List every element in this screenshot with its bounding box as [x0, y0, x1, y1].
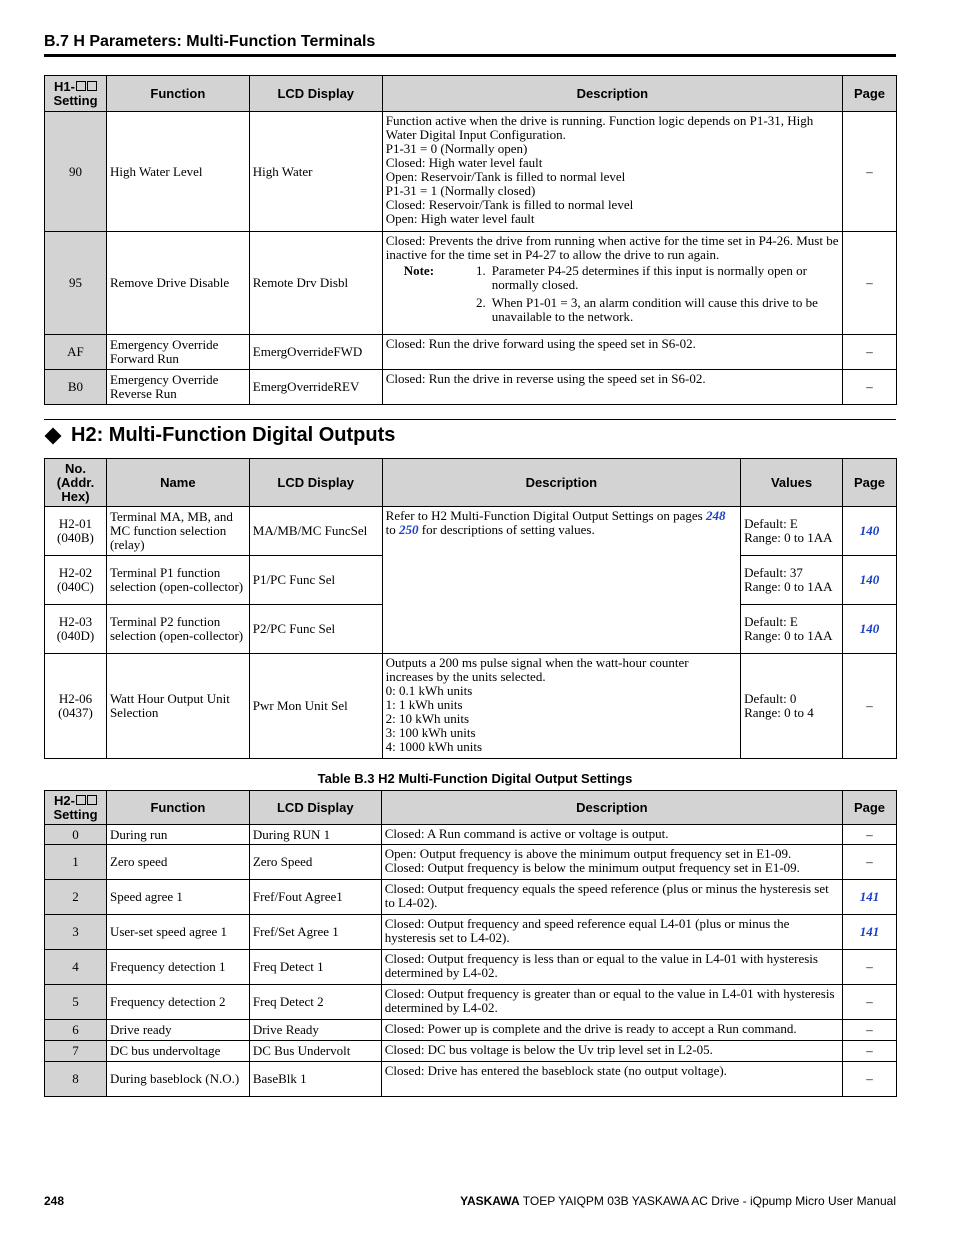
lcd-display-cell: Zero Speed	[249, 845, 381, 880]
parameter-number-cell	[45, 605, 107, 654]
table-row	[45, 1020, 897, 1041]
h2-setting-header: H2- Setting	[45, 791, 107, 825]
description-cell	[381, 845, 842, 880]
note-block	[386, 264, 839, 328]
page-header: Page	[843, 791, 897, 825]
default-value: Default: E	[744, 516, 798, 531]
lcd-display-cell: Fref/Fout Agree1	[249, 880, 381, 915]
description-line: Open: Output frequency is above the minimum output frequency set in E1-09.	[384, 846, 792, 861]
function-cell: DC bus undervoltage	[106, 1041, 249, 1062]
table-row	[45, 232, 897, 335]
function-header: Function	[106, 791, 249, 825]
lcd-display-cell: MA/MB/MC FuncSel	[249, 507, 382, 556]
footer-page-number: 248	[44, 1194, 65, 1208]
setting-cell: 3	[45, 915, 107, 950]
default-value: Default: 37	[744, 565, 803, 580]
shared-description-cell	[382, 507, 740, 654]
description-line: Closed: Run the drive forward using the speed set in S6-02.	[385, 336, 696, 351]
lcd-display-cell: Fref/Set Agree 1	[249, 915, 381, 950]
default-value: Default: 0	[744, 691, 797, 706]
description-cell	[381, 985, 842, 1020]
description-line: Closed: Output frequency is below the minimum output frequency set in E1-09.	[384, 860, 800, 875]
note-number: 2.	[475, 295, 486, 310]
function-cell: During run	[106, 825, 249, 845]
function-cell: Zero speed	[106, 845, 249, 880]
note-text: When P1-01 = 3, an alarm condition will cause this drive to be unavailable to the network.	[491, 295, 818, 324]
page-text: –	[866, 854, 873, 869]
lcd-display-cell: Remote Drv Disbl	[249, 232, 382, 335]
description-line: 0: 0.1 kWh units	[385, 683, 473, 698]
table-row	[45, 1062, 897, 1097]
function-cell: Drive ready	[106, 1020, 249, 1041]
parameter-address: (040D)	[56, 628, 95, 643]
h1-settings-table	[44, 75, 897, 405]
page-link[interactable]: 141	[859, 924, 880, 939]
table-row	[45, 1041, 897, 1062]
description-line: Closed: Drive has entered the baseblock state (no output voltage).	[384, 1063, 727, 1078]
description-line: Closed: Output frequency is greater than or equal to the value in L4-01 with hysteresis determined by L4-02.	[384, 986, 835, 1015]
setting-cell: 0	[45, 825, 107, 845]
parameter-number: H2-06	[58, 691, 93, 706]
description-cell	[381, 1041, 842, 1062]
setting-cell: B0	[45, 370, 107, 405]
lcd-display-cell: Pwr Mon Unit Sel	[249, 654, 382, 759]
table-row	[45, 950, 897, 985]
description-line: Outputs a 200 ms pulse signal when the watt-hour counter increases by the units selected.	[385, 655, 689, 684]
page-text: –	[866, 959, 873, 974]
note-item	[464, 296, 839, 324]
setting-cell: 4	[45, 950, 107, 985]
page-text: –	[866, 826, 873, 842]
page-cell	[842, 654, 896, 759]
function-cell: User-set speed agree 1	[106, 915, 249, 950]
parameter-number: H2-02	[58, 565, 93, 580]
description-cell	[382, 370, 842, 405]
description-cell	[382, 654, 740, 759]
setting-cell: 6	[45, 1020, 107, 1041]
description-line: Closed: High water level fault	[385, 155, 543, 170]
page-text: –	[866, 994, 873, 1009]
description-line: Open: Reservoir/Tank is filled to normal level	[385, 169, 626, 184]
description-header: Description	[382, 459, 740, 507]
function-header: Function	[106, 76, 249, 112]
parameter-number-cell	[45, 654, 107, 759]
setting-cell: AF	[45, 335, 107, 370]
page-cell	[842, 507, 896, 556]
h2-section-title: H2: Multi-Function Digital Outputs	[71, 424, 396, 446]
lcd-display-cell: Freq Detect 1	[249, 950, 381, 985]
function-cell: Frequency detection 1	[106, 950, 249, 985]
h2-section-rule	[44, 419, 896, 420]
description-line: 4: 1000 kWh units	[385, 739, 483, 754]
description-line: 1: 1 kWh units	[385, 697, 463, 712]
page-cell: –	[843, 370, 897, 405]
description-line: Closed: Prevents the drive from running when active for the time set in P4-26. Must be inactive for the time set in P4-27 to allow the drive to run again.	[385, 233, 839, 262]
description-text: Refer to H2 Multi-Function Digital Output Settings on pages	[385, 508, 706, 523]
note-number: 1.	[475, 263, 486, 278]
table-row	[45, 112, 897, 232]
setting-cell: 2	[45, 880, 107, 915]
page-link-248[interactable]: 248	[705, 508, 726, 523]
table-row	[45, 880, 897, 915]
table-row	[45, 915, 897, 950]
page-cell	[843, 1020, 897, 1041]
description-header: Description	[381, 791, 842, 825]
page-cell: –	[843, 335, 897, 370]
h1-setting-header: H1- Setting	[45, 76, 107, 112]
page-cell	[843, 985, 897, 1020]
page-header: Page	[842, 459, 896, 507]
description-cell	[382, 232, 842, 335]
name-cell: Terminal P1 function selection (open-collector)	[106, 556, 249, 605]
lcd-display-cell: EmergOverrideREV	[249, 370, 382, 405]
range-value: Range: 0 to 4	[744, 705, 814, 720]
lcd-display-cell: Freq Detect 2	[249, 985, 381, 1020]
note-item	[464, 264, 839, 292]
no-addr-header: No. (Addr. Hex)	[45, 459, 107, 507]
page-cell	[843, 845, 897, 880]
h2-settings-table	[44, 790, 897, 1097]
table-row	[45, 985, 897, 1020]
description-cell	[381, 915, 842, 950]
values-cell	[741, 654, 843, 759]
name-cell: Terminal P2 function selection (open-collector)	[106, 605, 249, 654]
setting-cell: 90	[45, 112, 107, 232]
description-cell	[381, 880, 842, 915]
parameter-number: H2-01	[58, 516, 93, 531]
values-cell	[741, 605, 843, 654]
values-cell	[741, 507, 843, 556]
range-value: Range: 0 to 1AA	[744, 628, 833, 643]
note-text: Parameter P4-25 determines if this input is normally open or normally closed.	[491, 263, 807, 292]
function-cell: Speed agree 1	[106, 880, 249, 915]
description-line: 2: 10 kWh units	[385, 711, 470, 726]
h2-parameters-table	[44, 458, 897, 759]
page-cell	[843, 880, 897, 915]
page-cell	[843, 825, 897, 845]
description-cell	[381, 825, 842, 845]
values-cell	[741, 556, 843, 605]
page-text: –	[866, 1043, 873, 1058]
description-text: to	[385, 522, 400, 537]
table-row	[45, 507, 897, 556]
section-title-rule	[44, 54, 896, 57]
table-row	[45, 654, 897, 759]
table-row	[45, 845, 897, 880]
parameter-number: H2-03	[58, 614, 93, 629]
description-line: Closed: Power up is complete and the drive is ready to accept a Run command.	[384, 1021, 797, 1036]
page-cell	[842, 556, 896, 605]
description-line: Closed: Reservoir/Tank is filled to normal level	[385, 197, 634, 212]
parameter-address: (0437)	[58, 705, 93, 720]
lcd-display-cell: DC Bus Undervolt	[249, 1041, 381, 1062]
function-cell: Remove Drive Disable	[106, 232, 249, 335]
default-value: Default: E	[744, 614, 798, 629]
page-cell: –	[843, 232, 897, 335]
parameter-address: (040B)	[57, 530, 94, 545]
name-cell: Terminal MA, MB, and MC function selection (relay)	[106, 507, 249, 556]
description-header: Description	[382, 76, 842, 112]
page-cell	[843, 950, 897, 985]
description-cell	[382, 112, 842, 232]
table-row	[45, 370, 897, 405]
setting-cell: 7	[45, 1041, 107, 1062]
description-line: Function active when the drive is running. Function logic depends on P1-31, High Water Digital Input Configuration.	[385, 113, 814, 142]
function-cell: Frequency detection 2	[106, 985, 249, 1020]
setting-cell: 1	[45, 845, 107, 880]
section-title: B.7 H Parameters: Multi-Function Terminals	[44, 33, 376, 50]
name-cell: Watt Hour Output Unit Selection	[106, 654, 249, 759]
function-cell: Emergency Override Forward Run	[106, 335, 249, 370]
lcd-display-cell: EmergOverrideFWD	[249, 335, 382, 370]
parameter-number-cell	[45, 556, 107, 605]
page-cell	[842, 605, 896, 654]
lcd-display-cell: P1/PC Func Sel	[249, 556, 382, 605]
h2-section-heading	[44, 424, 395, 447]
function-cell: High Water Level	[106, 112, 249, 232]
description-line: Closed: DC bus voltage is below the Uv trip level set in L2-05.	[384, 1042, 713, 1057]
description-line: Closed: Output frequency equals the speed reference (plus or minus the hysteresis set to L4-02).	[384, 881, 829, 910]
page-text: –	[866, 1071, 873, 1086]
setting-cell: 8	[45, 1062, 107, 1097]
page-link[interactable]: 140	[859, 572, 880, 587]
description-line: Open: High water level fault	[385, 211, 535, 226]
parameter-number-cell	[45, 507, 107, 556]
lcd-display-cell: High Water	[249, 112, 382, 232]
setting-cell: 95	[45, 232, 107, 335]
page-text: –	[866, 1022, 873, 1037]
table-caption: Table B.3 H2 Multi-Function Digital Output Settings	[317, 771, 633, 786]
description-line: 3: 100 kWh units	[385, 725, 476, 740]
values-header: Values	[741, 459, 843, 507]
page-link[interactable]: 141	[859, 889, 880, 904]
description-line: Closed: A Run command is active or voltage is output.	[384, 826, 669, 841]
description-line: Closed: Output frequency is less than or equal to the value in L4-01 with hysteresis determined by L4-02.	[384, 951, 818, 980]
function-cell: Emergency Override Reverse Run	[106, 370, 249, 405]
note-list	[464, 264, 839, 328]
description-cell	[381, 1062, 842, 1097]
description-text: for descriptions of setting values.	[418, 522, 595, 537]
page-link[interactable]: 140	[859, 621, 880, 636]
page-cell	[843, 1062, 897, 1097]
note-label: Note:	[403, 263, 435, 278]
description-cell	[382, 335, 842, 370]
setting-cell: 5	[45, 985, 107, 1020]
name-header: Name	[106, 459, 249, 507]
description-line: P1-31 = 0 (Normally open)	[385, 141, 528, 156]
lcd-display-cell: During RUN 1	[249, 825, 381, 845]
page-link[interactable]: 140	[859, 523, 880, 538]
table-row	[45, 825, 897, 845]
lcd-display-cell: Drive Ready	[249, 1020, 381, 1041]
description-line: P1-31 = 1 (Normally closed)	[385, 183, 536, 198]
parameter-address: (040C)	[57, 579, 94, 594]
page-header: Page	[843, 76, 897, 112]
range-value: Range: 0 to 1AA	[744, 530, 833, 545]
description-cell	[381, 950, 842, 985]
page-cell: –	[843, 112, 897, 232]
description-cell	[381, 1020, 842, 1041]
description-line: Closed: Output frequency and speed reference equal L4-01 (plus or minus the hysteresis set to L4-02).	[384, 916, 790, 945]
table-row	[45, 335, 897, 370]
lcd-display-header: LCD Display	[249, 76, 382, 112]
page-text: –	[866, 698, 873, 713]
lcd-display-header: LCD Display	[249, 459, 382, 507]
lcd-display-header: LCD Display	[249, 791, 381, 825]
description-line: Closed: Run the drive in reverse using the speed set in S6-02.	[385, 371, 706, 386]
footer-manual-title: YASKAWA TOEP YAIQPM 03B YASKAWA AC Drive - iQpump Micro User Manual	[460, 1194, 896, 1208]
lcd-display-cell: P2/PC Func Sel	[249, 605, 382, 654]
function-cell: During baseblock (N.O.)	[106, 1062, 249, 1097]
lcd-display-cell: BaseBlk 1	[249, 1062, 381, 1097]
footer-brand: YASKAWA	[460, 1194, 520, 1208]
page-link-250[interactable]: 250	[399, 522, 419, 537]
range-value: Range: 0 to 1AA	[744, 579, 833, 594]
page-cell	[843, 1041, 897, 1062]
diamond-icon	[45, 427, 62, 444]
page-cell	[843, 915, 897, 950]
